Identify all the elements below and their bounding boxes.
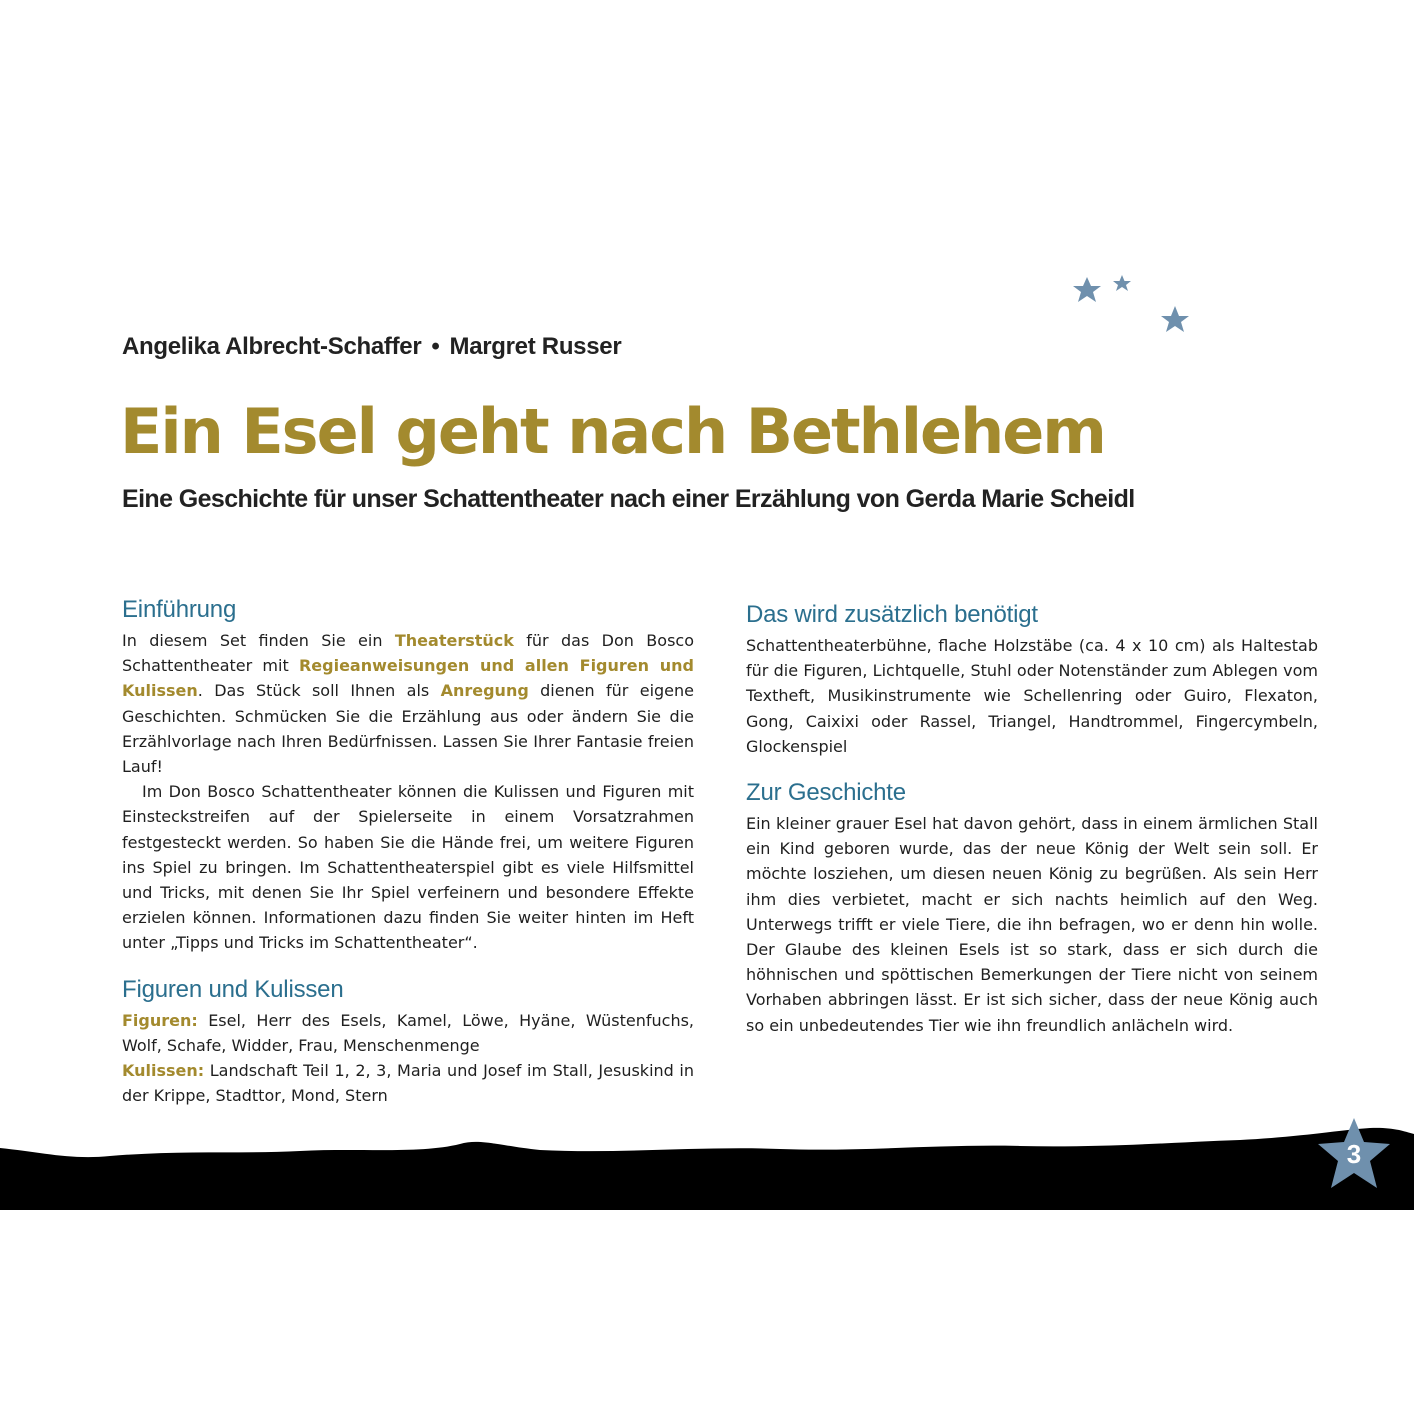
highlight-regieanweisungen: Regieanweisungen und allen Figuren und Kulissen	[122, 656, 694, 701]
page-subtitle: Eine Geschichte für unser Schattentheater nach einer Erzählung von Gerda Marie Scheidl	[122, 485, 1135, 513]
figuren-list	[122, 1008, 694, 1109]
text-run: . Das Stück soll Ihnen als	[197, 681, 441, 701]
figuren-text: Esel, Herr des Esels, Kamel, Löwe, Hyäne, Wüstenfuchs, Wolf, Schafe, Widder, Frau, Menschenmenge	[122, 1010, 694, 1055]
authors-line	[122, 333, 621, 361]
geschichte-paragraph: Ein kleiner grauer Esel hat davon gehört, dass in einem ärmlichen Stall ein Kind geboren wurde, das der neue König der Welt sein soll. Er möchte losziehen, um diesen neuen König zu begrüßen. Als sein Herr ihm dies verbietet, macht er sich nachts heimlich auf den Weg. Unterwegs trifft er viele Tiere, die ihn befragen, wo er denn hin wolle. Der Glaube des kleinen Esels ist so stark, dass er sich durch die höhnischen und spöttischen Bemerkungen der Tiere nicht von seinem Vorhaben abbringen lässt. Er ist sich sicher, dass der neue König auch so ein unbedeutendes Tier wie ihn freundlich anlächeln wird.	[746, 814, 1318, 1035]
author-separator: •	[431, 333, 440, 360]
stars-decoration	[1060, 265, 1200, 345]
intro-paragraph-2: Im Don Bosco Schattentheater können die Kulissen und Figuren mit Einsteckstreifen auf der Spielerseite in einem Vorsatzrahmen festgesteckt werden. So haben Sie die Hände frei, um weitere Figuren ins Spiel zu bringen. Im Schattentheaterspiel gibt es viele Hilfsmittel und Tricks, mit denen Sie Ihr Spiel verfeinern und besondere Effekte erzielen können. Informationen dazu finden Sie weiter hinten im Heft unter „Tipps und Tricks im Schattentheater“.	[122, 782, 694, 953]
heading-figuren-und-kulissen: Figuren und Kulissen	[122, 975, 344, 1003]
figuren-label: Figuren:	[122, 1010, 198, 1030]
heading-einfuehrung: Einführung	[122, 596, 237, 623]
right-column	[746, 601, 1318, 1038]
kulissen-label: Kulissen:	[122, 1061, 205, 1081]
kulissen-text: Landschaft Teil 1, 2, 3, Maria und Josef im Stall, Jesuskind in der Krippe, Stadttor, Mond, Stern	[122, 1061, 694, 1106]
highlight-anregung: Anregung	[440, 681, 529, 701]
author-name: Margret Russer	[449, 333, 622, 360]
text-run: dienen für eigene Geschichten. Schmücken Sie die Erzählung aus oder ändern Sie die Erzählvorlage nach Ihren Bedürfnissen. Lassen Sie Ihrer Fantasie freien Lauf!	[122, 681, 695, 777]
page-title: Ein Esel geht nach Bethlehem	[120, 395, 1105, 468]
benoetigt-paragraph: Schattentheaterbühne, flache Holzstäbe (ca. 4 x 10 cm) als Haltestab für die Figuren, Lichtquelle, Stuhl oder Notenständer zum Ablegen vom Textheft, Musikinstrumente wie Schellenring oder Guiro, Flexaton, Gong, Caixixi oder Rassel, Triangel, Handtrommel, Fingercymbeln, Glockenspiel	[746, 636, 1318, 756]
intro-paragraph	[122, 628, 694, 779]
page-number: 3	[1346, 1139, 1362, 1169]
text-run: für das Don Bosco Schattentheater mit	[122, 631, 694, 676]
star-icon	[1161, 306, 1189, 332]
star-icon	[1113, 275, 1131, 291]
author-name: Angelika Albrecht-Schaffer	[122, 333, 422, 360]
ground-silhouette	[0, 1110, 1414, 1210]
left-column	[122, 596, 694, 1108]
heading-benoetigt: Das wird zusätzlich benötigt	[746, 601, 1038, 628]
star-icon	[1073, 277, 1101, 302]
highlight-theaterstueck: Theaterstück	[394, 631, 514, 650]
text-run: In diesem Set finden Sie ein	[122, 631, 395, 650]
heading-zur-geschichte: Zur Geschichte	[746, 779, 906, 807]
